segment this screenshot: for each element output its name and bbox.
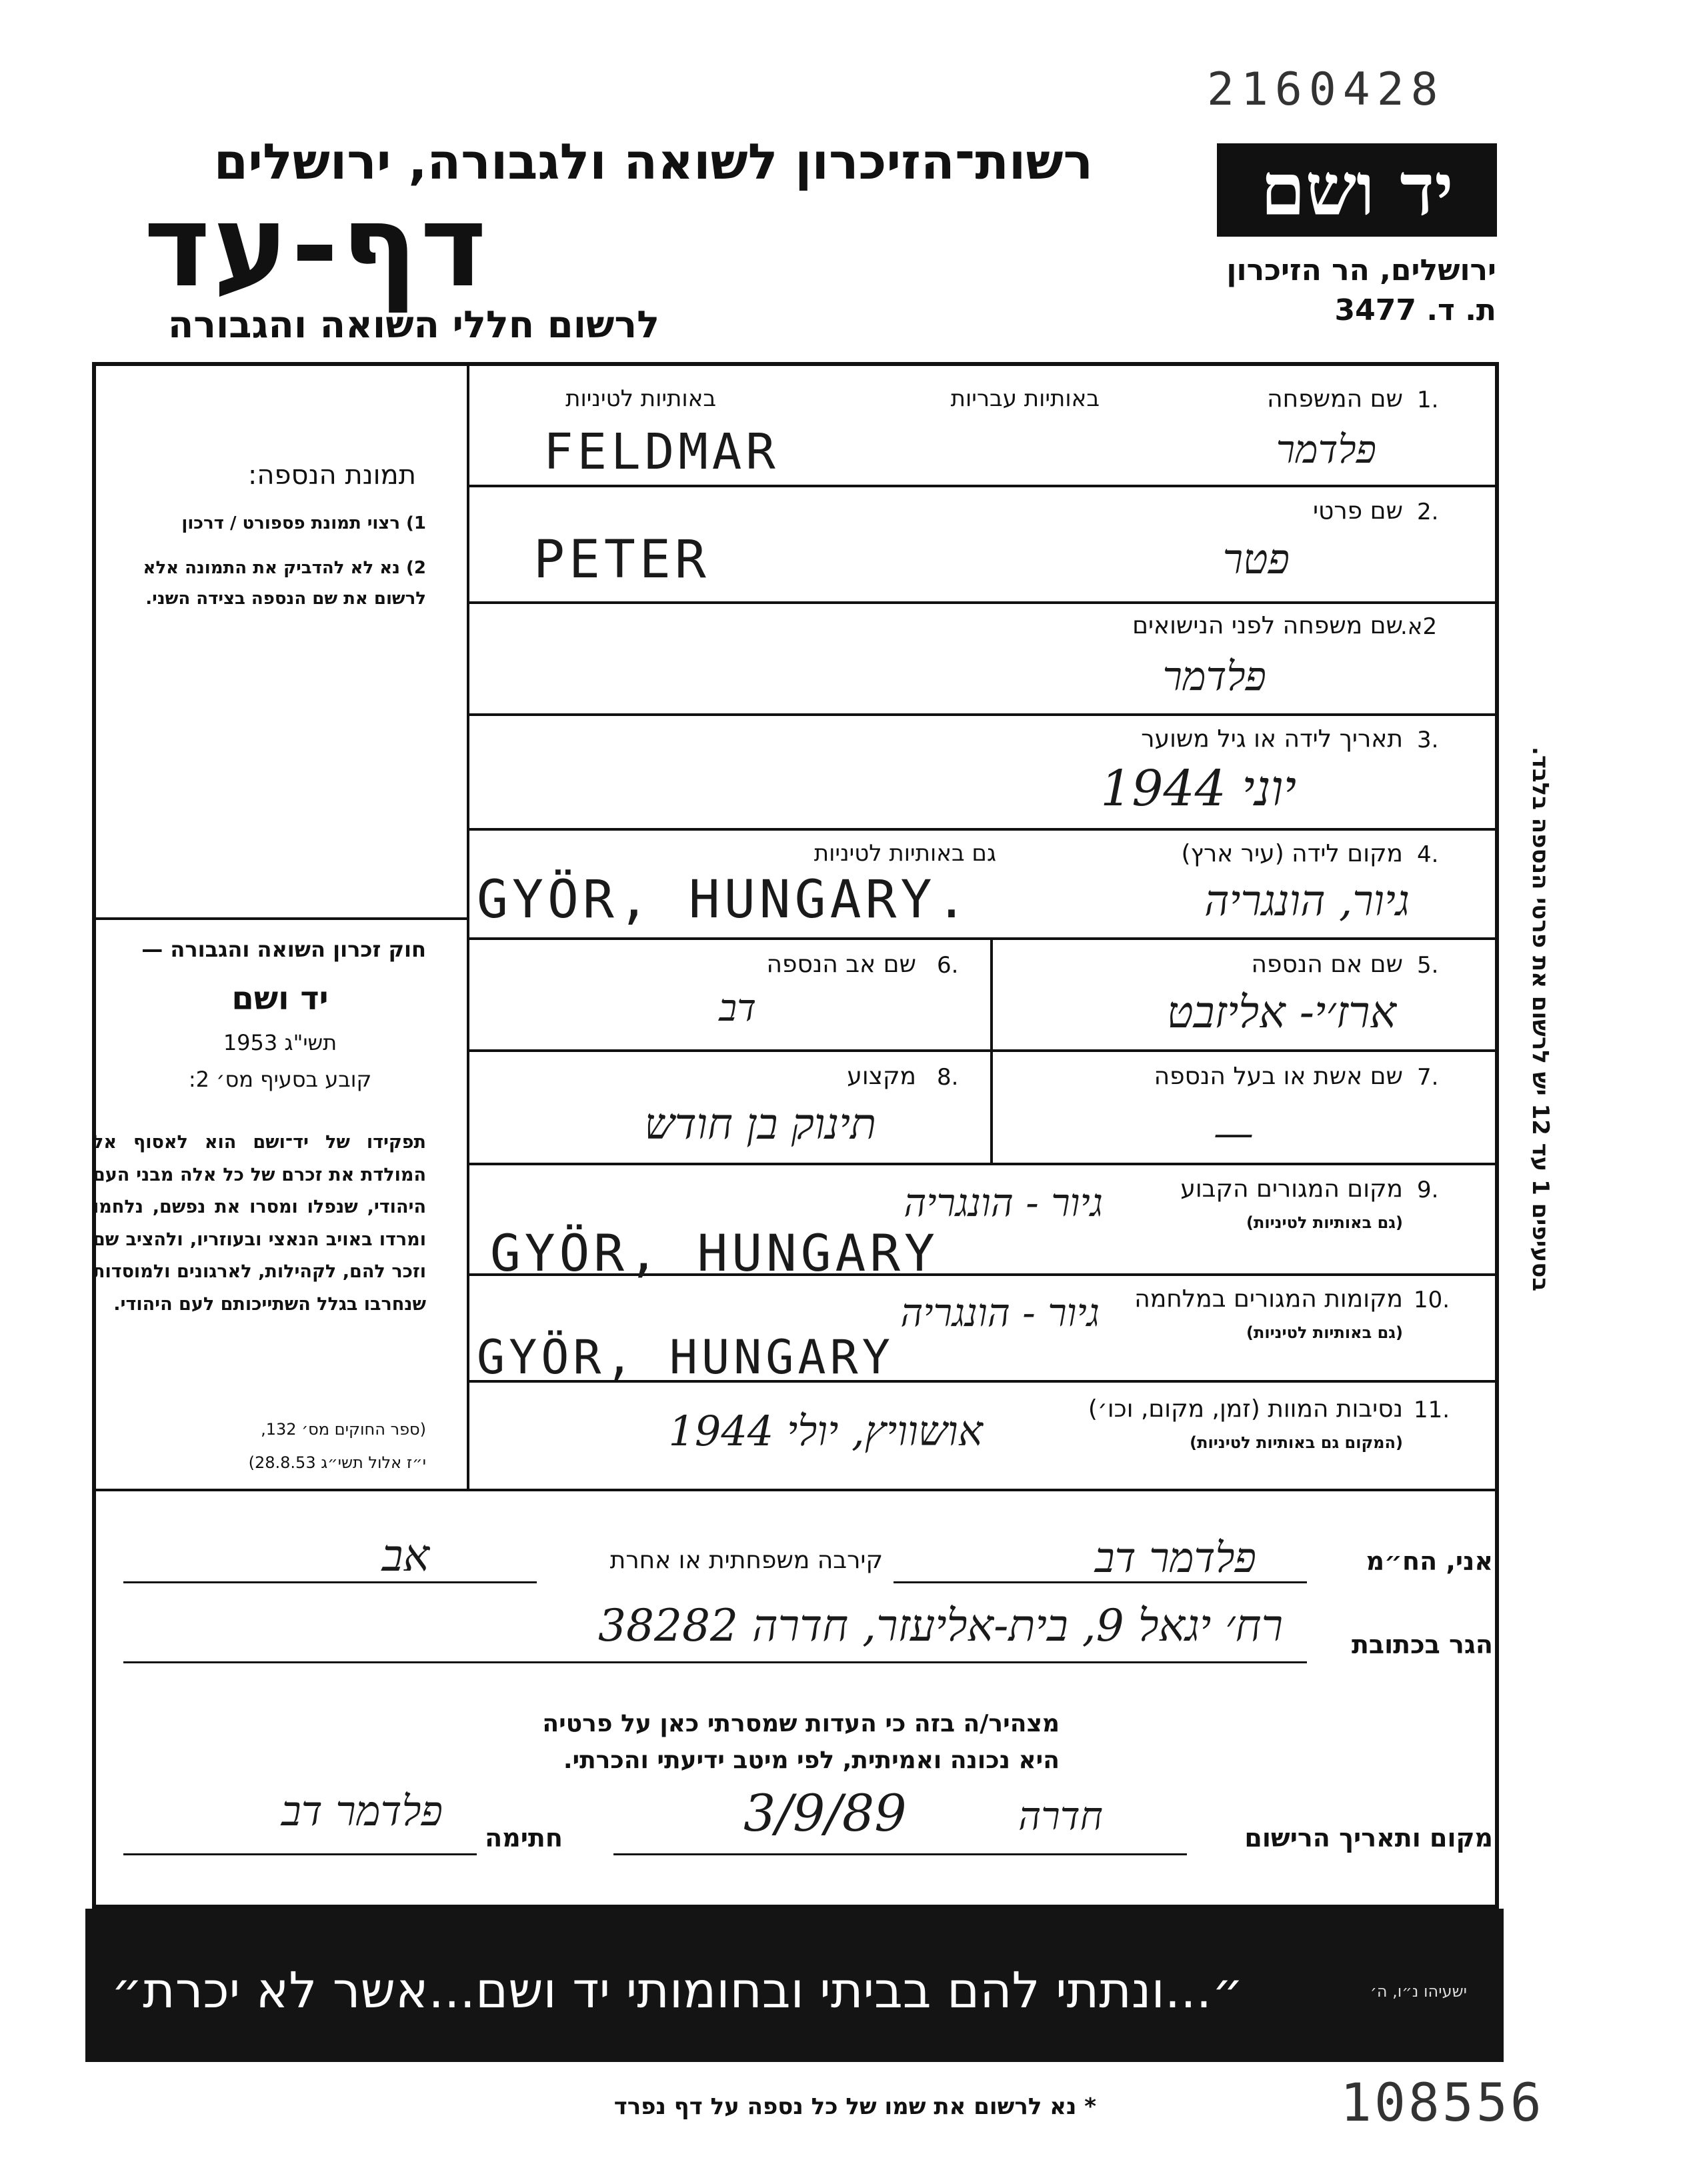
law-citation-2: י״ז אלול תשי״ג 28.8.53) xyxy=(248,1453,426,1472)
place-value[interactable]: חדרה xyxy=(1018,1793,1103,1839)
field-6-number: 6. xyxy=(937,952,959,979)
declaration-address-label: הגר בכתובת xyxy=(1351,1630,1493,1659)
address-line-2: ת. ד. 3477 xyxy=(1334,293,1496,327)
field-7-label: שם אשת או בעל הנספה xyxy=(1154,1063,1403,1090)
field-4-latin-value[interactable]: GYÖR, HUNGARY. xyxy=(477,870,972,930)
field-10-hebrew-value[interactable]: גיור - הונגריה xyxy=(900,1290,1100,1335)
form-title: דף-עד xyxy=(143,181,489,313)
law-name: יד ושם xyxy=(231,980,329,1017)
yad-vashem-logo xyxy=(1217,143,1497,237)
field-8-number: 8. xyxy=(937,1064,959,1091)
relation-line xyxy=(123,1581,537,1583)
field-6-value[interactable]: דב xyxy=(719,987,756,1030)
address-line-1: ירושלים, הר הזיכרון xyxy=(1226,253,1496,287)
row-line xyxy=(468,1049,1498,1052)
footer-note: * נא לרשום את שמו של כל נספה על דף נפרד xyxy=(613,2093,1096,2120)
field-10-label: מקומות המגורים במלחמה xyxy=(1134,1285,1403,1313)
field-9-number: 9. xyxy=(1417,1177,1439,1203)
field-5-value[interactable]: ארז׳י- אליזבט xyxy=(1166,987,1396,1038)
field-1-hebrew-value[interactable]: פלדמר xyxy=(1276,427,1376,472)
left-panel-divider xyxy=(93,917,468,920)
field-10-latin-value[interactable]: GYÖR, HUNGARY xyxy=(477,1330,894,1385)
row-line xyxy=(468,601,1498,604)
declaration-relation-value[interactable]: אב xyxy=(381,1530,429,1581)
banner-quote: ״...ונתתי להם בביתי ובחומותי יד ושם...אשר לא יכרת״ xyxy=(111,1962,1244,2019)
field-11-value[interactable]: אושוויץ, יולי 1944 xyxy=(668,1407,983,1455)
field-5-number: 5. xyxy=(1417,952,1439,979)
address-line xyxy=(123,1661,1307,1663)
field-10-sub: (גם באותיות לטיניות) xyxy=(1246,1323,1403,1342)
field-2-hebrew-value[interactable]: פטר xyxy=(1222,535,1290,583)
page-id: 108556 xyxy=(1340,2073,1544,2133)
signature-value[interactable]: פלדמר דב xyxy=(281,1787,443,1835)
field-4-hebrew-value[interactable]: גיור, הונגריה xyxy=(1204,877,1410,926)
field-3-label: תאריך לידה או גיל משוער xyxy=(1141,725,1403,753)
row-line xyxy=(468,937,1498,940)
field-1-latin-header: באותיות לטיניות xyxy=(565,385,716,412)
field-7-number: 7. xyxy=(1417,1064,1439,1091)
field-split xyxy=(990,939,993,1051)
declaration-relation-label: קירבה משפחתית או אחרת xyxy=(609,1547,883,1574)
field-9-sub: (גם באותיות לטיניות) xyxy=(1246,1213,1403,1232)
field-8-label: מקצוע xyxy=(847,1063,916,1090)
law-body: תפקידו של יד־ושם הוא לאסוף אל המולדת את זכרם של כל אלה מבני העם היהודי, שנפלו ומסרו את נפשם, נלחמו ומרדו באויב הנאצי ובעוזריו, ולהציב שם וזכר להם, לקהילות, לארגונים ולמוסדות שנחרבו בגלל השתייכותם לעם היהודי. xyxy=(93,1132,426,1315)
field-split xyxy=(990,1051,993,1164)
law-clause: קובע בסעיף מס׳ 2: xyxy=(188,1067,372,1092)
declaration-statement-2: היא נכונה ואמיתית, לפי מיטב ידיעתי והכרתי. xyxy=(563,1747,1060,1774)
row-line xyxy=(468,828,1498,831)
date-value[interactable]: 3/9/89 xyxy=(743,1783,907,1843)
field-2a-number: 2א. xyxy=(1400,613,1438,640)
org-name: רשות־הזיכרון לשואה ולגבורה, ירושלים xyxy=(213,133,1093,191)
photo-note-1: 1) רצוי תמונת פספורט / דרכון xyxy=(181,513,426,533)
law-year: תשי"ג 1953 xyxy=(223,1030,337,1055)
field-9-hebrew-value[interactable]: גיור - הונגריה xyxy=(904,1180,1103,1225)
law-citation-1: (ספר החוקים מס׳ 132, xyxy=(261,1420,426,1439)
field-2-latin-value[interactable]: PETER xyxy=(533,530,710,590)
side-note: בסעיפים 1 עד 12 יש לרשום את פרטי הנספה בלבד. xyxy=(1527,747,1554,1292)
row-line xyxy=(468,713,1498,716)
field-11-number: 11. xyxy=(1414,1397,1450,1423)
field-11-sub: (המקום גם באותיות לטיניות) xyxy=(1190,1433,1403,1452)
declaration-statement-1: מצהיר/ה בזה כי העדות שמסרתי כאן על פרטיה xyxy=(542,1710,1060,1737)
signature-line xyxy=(123,1853,477,1855)
field-6-label: שם אב הנספה xyxy=(766,951,916,978)
field-3-value[interactable]: יוני 1944 xyxy=(1100,760,1296,817)
form-subtitle: לרשום חללי השואה והגבורה xyxy=(167,303,659,347)
field-9-latin-value[interactable]: GYÖR, HUNGARY xyxy=(490,1223,939,1283)
column-divider xyxy=(467,363,469,1490)
field-1-number: 1. xyxy=(1417,387,1439,413)
declaration-address-value[interactable]: רח׳ יגאל 9, בית-אליעזר, חדרה 38282 xyxy=(598,1600,1283,1651)
field-2-number: 2. xyxy=(1417,499,1439,525)
field-1-hebrew-header: באותיות עבריות xyxy=(950,385,1100,412)
declaration-i-value[interactable]: פלדמר דב xyxy=(1094,1533,1256,1582)
field-2a-label: שם משפחה לפני הנישואים xyxy=(1132,612,1403,639)
photo-note-2: 2) נא לא להדביק את התמונה אלא לרשום את שם הנספה בצידה השני. xyxy=(143,558,426,609)
place-date-line xyxy=(613,1853,1187,1855)
serial-number: 2160428 xyxy=(1207,63,1445,116)
place-date-label: מקום ותאריך הרישום xyxy=(1244,1823,1493,1853)
quote-banner xyxy=(85,1909,1504,2062)
field-10-number: 10. xyxy=(1414,1287,1450,1313)
field-9-label: מקום המגורים הקבוע xyxy=(1180,1175,1403,1203)
logo-text: יד ושם xyxy=(1260,148,1454,232)
field-1-latin-value[interactable]: FELDMAR xyxy=(543,423,779,481)
field-2-label: שם פרטי xyxy=(1312,497,1403,525)
field-11-label: נסיבות המוות (זמן, מקום, וכו׳) xyxy=(1088,1395,1403,1423)
row-line xyxy=(468,1163,1498,1165)
field-2a-value[interactable]: פלדמר xyxy=(1162,653,1266,700)
field-5-label: שם אם הנספה xyxy=(1251,951,1403,978)
field-7-value[interactable]: — xyxy=(1214,1110,1254,1157)
row-line xyxy=(468,485,1498,487)
law-heading: חוק זכרון השואה והגבורה — xyxy=(141,937,426,962)
row-line xyxy=(93,1489,1498,1491)
field-4-label: מקום לידה (עיר ארץ) xyxy=(1181,840,1403,867)
declaration-i-label: אני, הח״מ xyxy=(1366,1547,1493,1576)
field-4-number: 4. xyxy=(1417,841,1439,868)
photo-title: תמונת הנספה: xyxy=(247,460,416,491)
banner-source: ישעיהו נ״ו, ה׳ xyxy=(1370,1982,1467,2001)
signature-label: חתימה xyxy=(485,1823,563,1853)
field-8-value[interactable]: תינוק בן חודש xyxy=(644,1100,876,1149)
field-4-latin-header: גם באותיות לטיניות xyxy=(813,840,996,867)
field-3-number: 3. xyxy=(1417,727,1439,753)
field-1-label: שם המשפחה xyxy=(1267,385,1403,413)
